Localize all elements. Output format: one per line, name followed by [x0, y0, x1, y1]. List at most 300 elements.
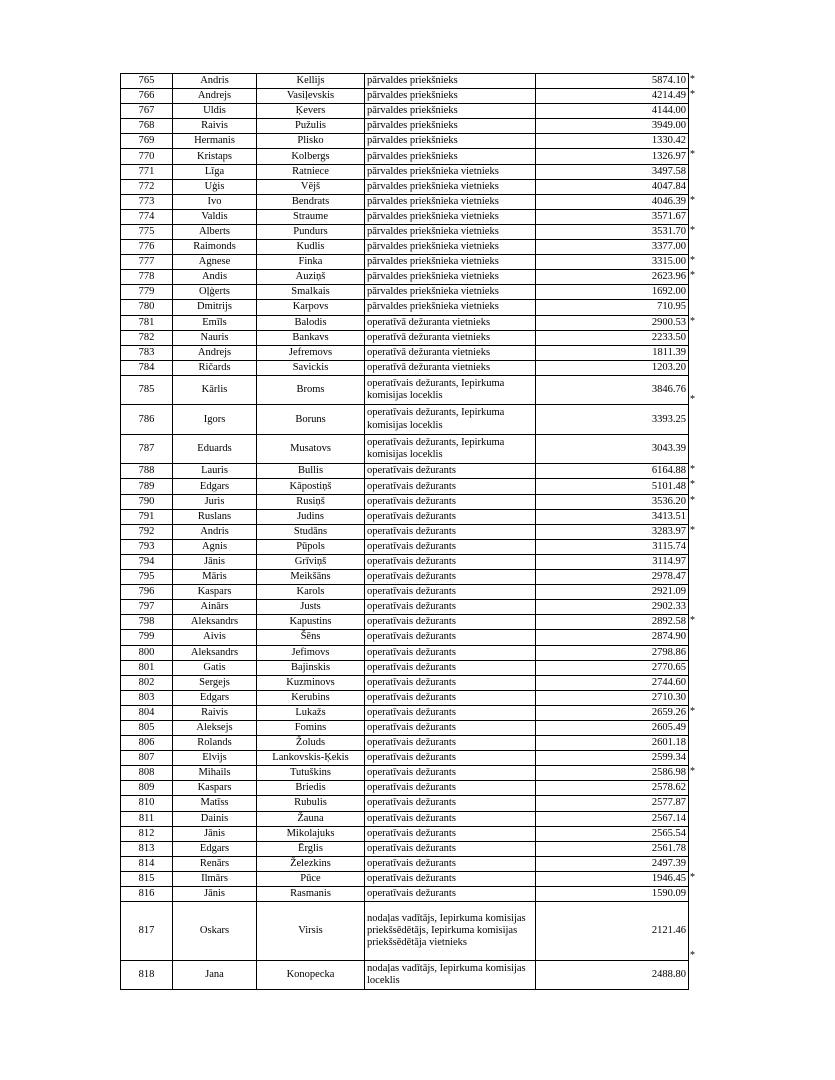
- first-name-cell: Elvijs: [173, 751, 257, 766]
- first-name-cell: Ivo: [173, 194, 257, 209]
- table-row: [121, 479, 689, 494]
- first-name-cell: Emīls: [173, 315, 257, 330]
- first-name-cell: Kaspars: [173, 585, 257, 600]
- last-name-cell: Kapustins: [257, 615, 365, 630]
- last-name-cell: Vējš: [257, 179, 365, 194]
- table-row: [121, 509, 689, 524]
- salary-cell: [536, 434, 689, 464]
- salary-value: 2561.78: [651, 842, 686, 854]
- last-name-cell: Savickis: [257, 360, 365, 375]
- row-number-cell: 770: [121, 149, 173, 164]
- salary-cell: [536, 405, 689, 435]
- row-number-cell: 789: [121, 479, 173, 494]
- salary-cell: [536, 826, 689, 841]
- position-cell: operatīvais dežurants: [365, 645, 536, 660]
- position-cell: operatīvā dežuranta vietnieks: [365, 315, 536, 330]
- position-cell: operatīvā dežuranta vietnieks: [365, 345, 536, 360]
- row-number-cell: 797: [121, 600, 173, 615]
- salary-value: 1692.00: [651, 286, 686, 298]
- salary-value: 2659.26: [651, 706, 686, 718]
- salary-cell: [536, 255, 695, 270]
- salary-value: 3846.76: [651, 384, 686, 396]
- salary-cell: [536, 104, 689, 119]
- salary-value: 2121.46: [651, 924, 686, 936]
- position-cell: pārvaldes priekšnieks: [365, 149, 536, 164]
- salary-value: 1203.20: [651, 361, 686, 373]
- row-number-cell: 783: [121, 345, 173, 360]
- position-cell: operatīvais dežurants: [365, 600, 536, 615]
- salary-cell: [536, 240, 689, 255]
- last-name-cell: Ratniece: [257, 164, 365, 179]
- table-row: [121, 405, 689, 435]
- row-number-cell: 792: [121, 524, 173, 539]
- salary-cell: [536, 270, 695, 285]
- row-number-cell: 790: [121, 494, 173, 509]
- row-number-cell: 774: [121, 209, 173, 224]
- table-row: [121, 240, 689, 255]
- salary-cell: [536, 811, 689, 826]
- last-name-cell: Jefremovs: [257, 345, 365, 360]
- position-cell: pārvaldes priekšnieka vietnieks: [365, 270, 536, 285]
- salary-cell: [536, 509, 689, 524]
- row-number-cell: 816: [121, 887, 173, 902]
- row-number-cell: 777: [121, 255, 173, 270]
- table-row: [121, 330, 689, 345]
- first-name-cell: Andis: [173, 270, 257, 285]
- last-name-cell: Balodis: [257, 315, 365, 330]
- table-row: [121, 179, 689, 194]
- position-cell: operatīvais dežurants: [365, 615, 536, 630]
- first-name-cell: Agnis: [173, 539, 257, 554]
- table-row: [121, 600, 689, 615]
- row-number-cell: 808: [121, 766, 173, 781]
- last-name-cell: Auziņš: [257, 270, 365, 285]
- first-name-cell: Raimonds: [173, 240, 257, 255]
- salary-value: 3315.00: [651, 256, 686, 268]
- first-name-cell: Edgars: [173, 690, 257, 705]
- row-number-cell: 803: [121, 690, 173, 705]
- salary-cell: [536, 149, 695, 164]
- first-name-cell: Jana: [173, 960, 257, 990]
- first-name-cell: Edgars: [173, 841, 257, 856]
- row-number-cell: 800: [121, 645, 173, 660]
- salary-cell: [536, 960, 689, 990]
- salary-value: 3571.67: [651, 210, 686, 222]
- position-cell: pārvaldes priekšnieks: [365, 89, 536, 104]
- position-cell: operatīvais dežurants: [365, 856, 536, 871]
- row-number-cell: 801: [121, 660, 173, 675]
- first-name-cell: Valdis: [173, 209, 257, 224]
- salary-value: 2623.96: [651, 271, 686, 283]
- last-name-cell: Grīviņš: [257, 554, 365, 569]
- last-name-cell: Smalkais: [257, 285, 365, 300]
- table-row: [121, 539, 689, 554]
- row-number-cell: 785: [121, 375, 173, 405]
- first-name-cell: Jānis: [173, 554, 257, 569]
- salary-value: 4144.00: [651, 105, 686, 117]
- first-name-cell: Nauris: [173, 330, 257, 345]
- table-row: [121, 660, 689, 675]
- row-number-cell: 815: [121, 871, 173, 886]
- asterisk-mark: *: [690, 315, 695, 327]
- last-name-cell: Justs: [257, 600, 365, 615]
- last-name-cell: Lukažs: [257, 705, 365, 720]
- table-row: [121, 796, 689, 811]
- row-number-cell: 799: [121, 630, 173, 645]
- salary-value: 4046.39: [651, 195, 686, 207]
- last-name-cell: Žauna: [257, 811, 365, 826]
- salary-cell: [536, 494, 695, 509]
- last-name-cell: Bankavs: [257, 330, 365, 345]
- first-name-cell: Eduards: [173, 434, 257, 464]
- salary-value: 1811.39: [652, 346, 686, 358]
- row-number-cell: 773: [121, 194, 173, 209]
- salary-value: 3393.25: [651, 413, 686, 425]
- table-row: [121, 841, 689, 856]
- table-row: [121, 675, 689, 690]
- asterisk-mark: *: [690, 89, 695, 101]
- first-name-cell: Aleksandrs: [173, 645, 257, 660]
- last-name-cell: Finka: [257, 255, 365, 270]
- first-name-cell: Oļģerts: [173, 285, 257, 300]
- salary-value: 2605.49: [651, 722, 686, 734]
- position-cell: operatīvais dežurants: [365, 705, 536, 720]
- table-row: [121, 270, 689, 285]
- table-row: [121, 104, 689, 119]
- asterisk-mark: *: [690, 766, 695, 778]
- row-number-cell: 772: [121, 179, 173, 194]
- table-row: [121, 751, 689, 766]
- salary-value: 2567.14: [651, 812, 686, 824]
- position-cell: operatīvais dežurants: [365, 796, 536, 811]
- salary-value: 6164.88: [651, 465, 686, 477]
- table-row: [121, 375, 689, 405]
- position-cell: operatīvais dežurants, Iepirkuma komisijas loceklis: [365, 434, 536, 464]
- table-row: [121, 74, 689, 89]
- salary-value: 5101.48: [651, 480, 686, 492]
- row-number-cell: 805: [121, 720, 173, 735]
- salary-cell: [536, 74, 695, 89]
- salary-value: 2497.39: [651, 857, 686, 869]
- position-cell: nodaļas vadītājs, Iepirkuma komisijas loceklis: [365, 960, 536, 990]
- first-name-cell: Jānis: [173, 826, 257, 841]
- position-cell: operatīvais dežurants: [365, 464, 536, 479]
- row-number-cell: 818: [121, 960, 173, 990]
- salary-cell: [536, 856, 689, 871]
- first-name-cell: Kārlis: [173, 375, 257, 405]
- salary-cell: [536, 360, 689, 375]
- salary-value: 2599.34: [651, 752, 686, 764]
- position-cell: operatīvais dežurants: [365, 751, 536, 766]
- salary-value: 2233.50: [651, 331, 686, 343]
- position-cell: operatīvais dežurants: [365, 675, 536, 690]
- last-name-cell: Meikšāns: [257, 570, 365, 585]
- first-name-cell: Dainis: [173, 811, 257, 826]
- position-cell: pārvaldes priekšnieka vietnieks: [365, 240, 536, 255]
- position-cell: operatīvais dežurants: [365, 690, 536, 705]
- salary-value: 2902.33: [651, 601, 686, 613]
- position-cell: operatīvais dežurants: [365, 811, 536, 826]
- table-row: [121, 902, 689, 961]
- last-name-cell: Rusiņš: [257, 494, 365, 509]
- table-row: [121, 856, 689, 871]
- first-name-cell: Raivis: [173, 119, 257, 134]
- last-name-cell: Bendrats: [257, 194, 365, 209]
- salary-value: 2921.09: [651, 586, 686, 598]
- row-number-cell: 806: [121, 736, 173, 751]
- salary-cell: [536, 330, 689, 345]
- salary-cell: [536, 751, 689, 766]
- table-row: [121, 345, 689, 360]
- last-name-cell: Fomins: [257, 720, 365, 735]
- row-number-cell: 817: [121, 902, 173, 961]
- position-cell: pārvaldes priekšnieka vietnieks: [365, 194, 536, 209]
- salary-value: 2565.54: [651, 827, 686, 839]
- last-name-cell: Boruns: [257, 405, 365, 435]
- last-name-cell: Studāns: [257, 524, 365, 539]
- last-name-cell: Mikolajuks: [257, 826, 365, 841]
- salary-cell: [536, 464, 695, 479]
- first-name-cell: Andris: [173, 524, 257, 539]
- last-name-cell: Bajinskis: [257, 660, 365, 675]
- table-row: [121, 134, 689, 149]
- table-row: [121, 524, 689, 539]
- position-cell: pārvaldes priekšnieks: [365, 119, 536, 134]
- asterisk-mark: *: [690, 524, 695, 536]
- table-row: [121, 690, 689, 705]
- table-row: [121, 119, 689, 134]
- position-cell: operatīvais dežurants: [365, 841, 536, 856]
- last-name-cell: Briedis: [257, 781, 365, 796]
- salary-value: 2770.65: [651, 661, 686, 673]
- table-row: [121, 434, 689, 464]
- first-name-cell: Matīss: [173, 796, 257, 811]
- position-cell: pārvaldes priekšnieks: [365, 134, 536, 149]
- table-row: [121, 736, 689, 751]
- salary-value: 3283.97: [651, 525, 686, 537]
- row-number-cell: 782: [121, 330, 173, 345]
- position-cell: operatīvais dežurants: [365, 736, 536, 751]
- asterisk-mark: *: [690, 949, 695, 961]
- table-row: [121, 360, 689, 375]
- last-name-cell: Karols: [257, 585, 365, 600]
- table-row: [121, 285, 689, 300]
- first-name-cell: Andris: [173, 74, 257, 89]
- row-number-cell: 807: [121, 751, 173, 766]
- first-name-cell: Ričards: [173, 360, 257, 375]
- first-name-cell: Ilmārs: [173, 871, 257, 886]
- row-number-cell: 804: [121, 705, 173, 720]
- first-name-cell: Oskars: [173, 902, 257, 961]
- row-number-cell: 802: [121, 675, 173, 690]
- position-cell: operatīvais dežurants: [365, 781, 536, 796]
- position-cell: operatīvā dežuranta vietnieks: [365, 330, 536, 345]
- position-cell: operatīvais dežurants, Iepirkuma komisijas loceklis: [365, 375, 536, 405]
- first-name-cell: Igors: [173, 405, 257, 435]
- last-name-cell: Železkins: [257, 856, 365, 871]
- last-name-cell: Pužulis: [257, 119, 365, 134]
- first-name-cell: Aleksejs: [173, 720, 257, 735]
- salary-cell: [536, 630, 689, 645]
- salary-value: 3949.00: [651, 120, 686, 132]
- last-name-cell: Karpovs: [257, 300, 365, 315]
- salary-cell: [536, 720, 689, 735]
- salary-value: 2744.60: [651, 676, 686, 688]
- table-row: [121, 464, 689, 479]
- first-name-cell: Sergejs: [173, 675, 257, 690]
- salary-cell: [536, 224, 695, 239]
- salary-cell: [536, 479, 695, 494]
- salary-cell: [536, 600, 689, 615]
- salary-cell: [536, 902, 695, 961]
- table-row: [121, 766, 689, 781]
- asterisk-mark: *: [690, 464, 695, 476]
- first-name-cell: Dmitrijs: [173, 300, 257, 315]
- row-number-cell: 769: [121, 134, 173, 149]
- position-cell: pārvaldes priekšnieka vietnieks: [365, 285, 536, 300]
- row-number-cell: 809: [121, 781, 173, 796]
- first-name-cell: Agnese: [173, 255, 257, 270]
- salary-cell: [536, 585, 689, 600]
- salary-value: 2798.86: [651, 646, 686, 658]
- last-name-cell: Broms: [257, 375, 365, 405]
- row-number-cell: 765: [121, 74, 173, 89]
- position-cell: operatīvais dežurants: [365, 570, 536, 585]
- employee-salary-table: [120, 73, 695, 990]
- position-cell: operatīvā dežuranta vietnieks: [365, 360, 536, 375]
- salary-value: 4047.84: [651, 180, 686, 192]
- first-name-cell: Ainārs: [173, 600, 257, 615]
- last-name-cell: Kolbergs: [257, 149, 365, 164]
- first-name-cell: Lauris: [173, 464, 257, 479]
- table-row: [121, 149, 689, 164]
- salary-value: 3115.74: [652, 540, 686, 552]
- salary-cell: [536, 841, 689, 856]
- first-name-cell: Juris: [173, 494, 257, 509]
- table-row: [121, 887, 689, 902]
- row-number-cell: 794: [121, 554, 173, 569]
- asterisk-mark: *: [690, 224, 695, 236]
- position-cell: operatīvais dežurants: [365, 766, 536, 781]
- position-cell: operatīvais dežurants: [365, 826, 536, 841]
- last-name-cell: Kellijs: [257, 74, 365, 89]
- first-name-cell: Jānis: [173, 887, 257, 902]
- last-name-cell: Straume: [257, 209, 365, 224]
- salary-value: 3377.00: [651, 241, 686, 253]
- salary-value: 2900.53: [651, 316, 686, 328]
- last-name-cell: Rasmanis: [257, 887, 365, 902]
- last-name-cell: Lankovskis-Ķekis: [257, 751, 365, 766]
- last-name-cell: Ērglis: [257, 841, 365, 856]
- table-row: [121, 811, 689, 826]
- row-number-cell: 766: [121, 89, 173, 104]
- salary-value: 1590.09: [651, 888, 686, 900]
- salary-cell: [536, 345, 689, 360]
- salary-value: 2874.90: [651, 631, 686, 643]
- table-body: [121, 74, 695, 990]
- salary-value: 2488.80: [651, 969, 686, 981]
- salary-cell: [536, 179, 689, 194]
- first-name-cell: Hermanis: [173, 134, 257, 149]
- position-cell: operatīvais dežurants: [365, 660, 536, 675]
- salary-cell: [536, 134, 689, 149]
- salary-value: 3043.39: [651, 443, 686, 455]
- table-row: [121, 720, 689, 735]
- first-name-cell: Alberts: [173, 224, 257, 239]
- row-number-cell: 768: [121, 119, 173, 134]
- position-cell: nodaļas vadītājs, Iepirkuma komisijas priekšsēdētājs, Iepirkuma komisijas priekšsēdētāja vietnieks: [365, 902, 536, 961]
- salary-value: 710.95: [657, 301, 686, 313]
- first-name-cell: Kaspars: [173, 781, 257, 796]
- row-number-cell: 771: [121, 164, 173, 179]
- row-number-cell: 775: [121, 224, 173, 239]
- asterisk-mark: *: [690, 194, 695, 206]
- table-row: [121, 164, 689, 179]
- salary-cell: [536, 645, 689, 660]
- table-row: [121, 645, 689, 660]
- first-name-cell: Gatis: [173, 660, 257, 675]
- position-cell: operatīvais dežurants: [365, 539, 536, 554]
- asterisk-mark: *: [690, 494, 695, 506]
- salary-cell: [536, 164, 689, 179]
- last-name-cell: Pūce: [257, 871, 365, 886]
- salary-value: 5874.10: [651, 75, 686, 87]
- asterisk-mark: *: [690, 270, 695, 282]
- salary-cell: [536, 539, 689, 554]
- position-cell: pārvaldes priekšnieks: [365, 104, 536, 119]
- last-name-cell: Kudlis: [257, 240, 365, 255]
- position-cell: pārvaldes priekšnieka vietnieks: [365, 300, 536, 315]
- table-row: [121, 300, 689, 315]
- row-number-cell: 813: [121, 841, 173, 856]
- salary-value: 2710.30: [651, 691, 686, 703]
- row-number-cell: 787: [121, 434, 173, 464]
- last-name-cell: Pūpols: [257, 539, 365, 554]
- row-number-cell: 795: [121, 570, 173, 585]
- last-name-cell: Kuzminovs: [257, 675, 365, 690]
- position-cell: operatīvais dežurants: [365, 585, 536, 600]
- position-cell: pārvaldes priekšnieka vietnieks: [365, 179, 536, 194]
- first-name-cell: Kristaps: [173, 149, 257, 164]
- row-number-cell: 776: [121, 240, 173, 255]
- salary-value: 4214.49: [651, 90, 686, 102]
- row-number-cell: 812: [121, 826, 173, 841]
- last-name-cell: Bullis: [257, 464, 365, 479]
- salary-cell: [536, 705, 695, 720]
- asterisk-mark: *: [690, 479, 695, 491]
- salary-cell: [536, 736, 689, 751]
- row-number-cell: 814: [121, 856, 173, 871]
- salary-cell: [536, 570, 689, 585]
- last-name-cell: Kāpostiņš: [257, 479, 365, 494]
- first-name-cell: Aivis: [173, 630, 257, 645]
- salary-value: 3531.70: [651, 225, 686, 237]
- row-number-cell: 784: [121, 360, 173, 375]
- salary-value: 3536.20: [651, 495, 686, 507]
- salary-cell: [536, 285, 689, 300]
- salary-cell: [536, 690, 689, 705]
- row-number-cell: 811: [121, 811, 173, 826]
- last-name-cell: Rubulis: [257, 796, 365, 811]
- asterisk-mark: *: [690, 705, 695, 717]
- table-row: [121, 570, 689, 585]
- first-name-cell: Andrejs: [173, 89, 257, 104]
- last-name-cell: Pundurs: [257, 224, 365, 239]
- row-number-cell: 781: [121, 315, 173, 330]
- position-cell: operatīvais dežurants: [365, 494, 536, 509]
- row-number-cell: 810: [121, 796, 173, 811]
- table-row: [121, 554, 689, 569]
